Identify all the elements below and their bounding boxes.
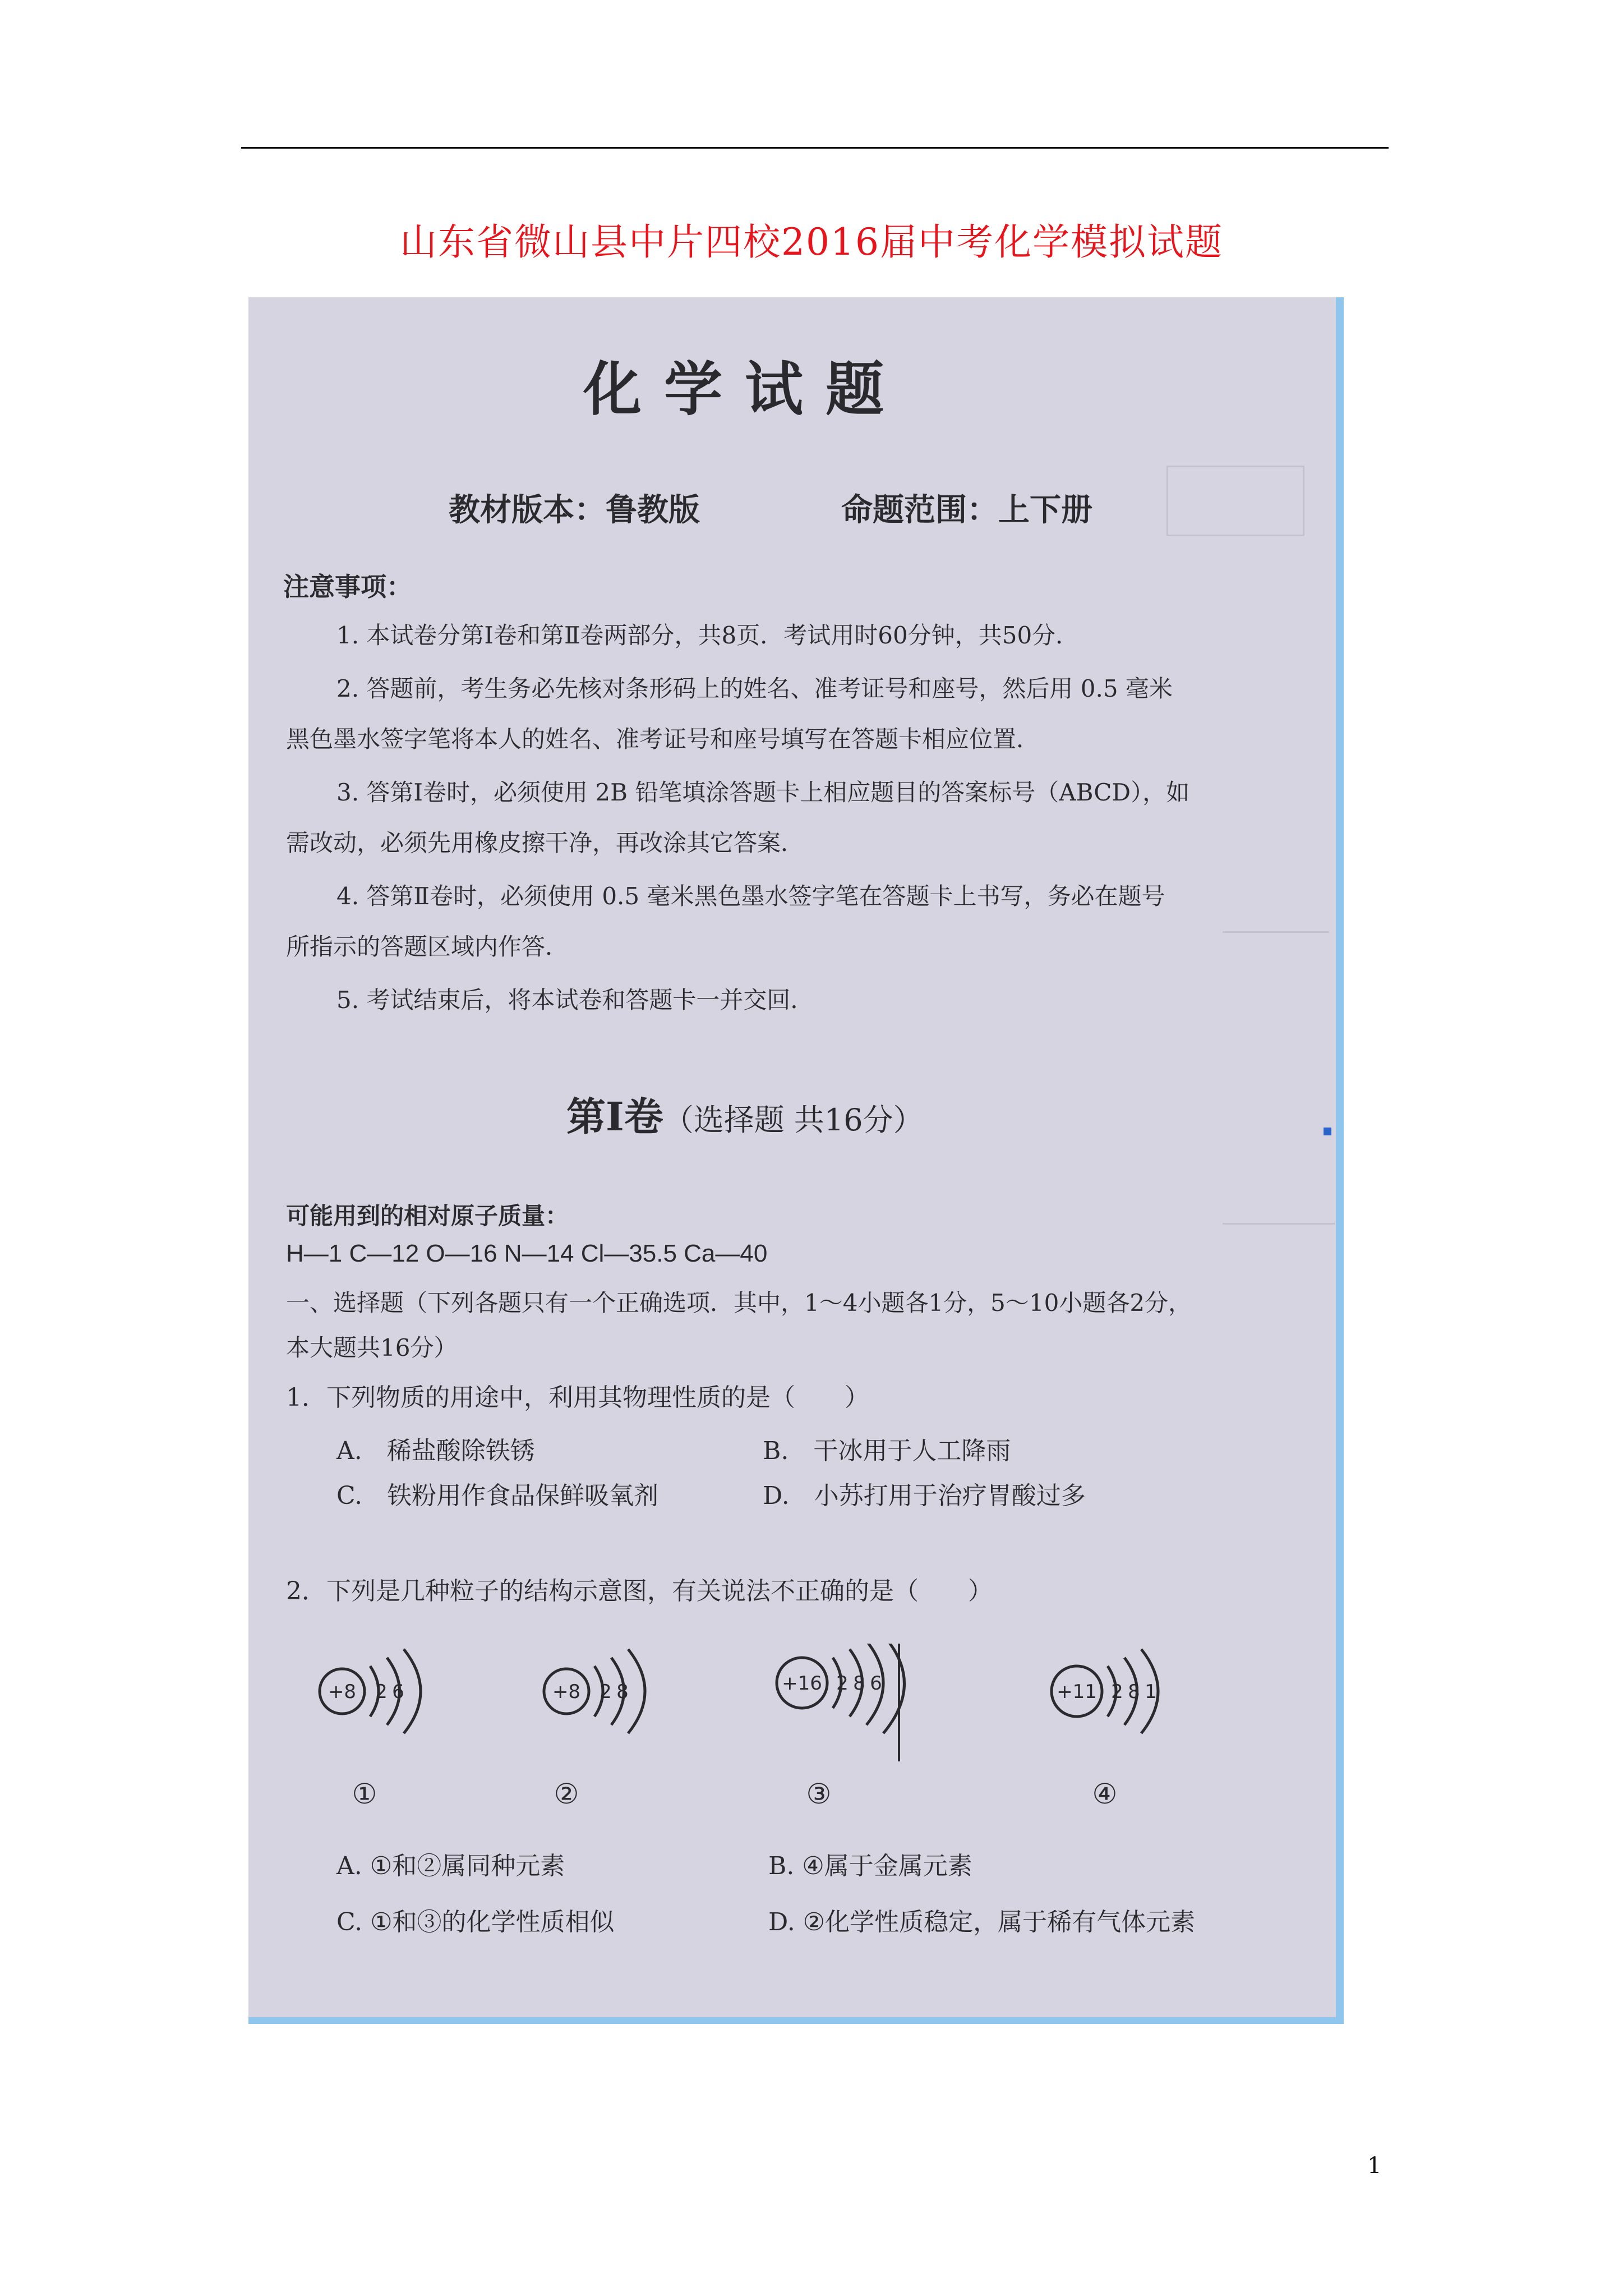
page-number: 1 [1367, 2153, 1382, 2179]
question-2-stem: 2．下列是几种粒子的结构示意图，有关说法不正确的是（ ） [286, 1577, 993, 1605]
notes-title: 注意事项： [283, 572, 412, 602]
particle-1-shell-1: 2 [375, 1681, 388, 1703]
scan-border-bottom [248, 2017, 1344, 2024]
q2-option-a: A. ①和②属同种元素 [336, 1852, 565, 1880]
q1-option-d: D. 小苏打用于治疗胃酸过多 [763, 1481, 1086, 1510]
particle-2-shell-1: 2 [600, 1681, 612, 1703]
q1-option-c: C. 铁粉用作食品保鲜吸氧剂 [336, 1481, 659, 1510]
scan-border-right [1336, 297, 1344, 2023]
particle-3-nucleus: +16 [782, 1672, 822, 1695]
particle-3 [777, 1644, 905, 1733]
header-rule [241, 147, 1389, 149]
particle-1-nucleus: +8 [328, 1681, 357, 1703]
note-line: 黑色墨水签字笔将本人的姓名、准考证号和座号填写在答题卡相应位置． [286, 725, 1040, 753]
q2-option-c: C. ①和③的化学性质相似 [336, 1908, 615, 1936]
particle-1 [320, 1649, 421, 1733]
q2-option-d: D. ②化学性质稳定，属于稀有气体元素 [768, 1908, 1196, 1936]
particle-4-shell-2: 8 [1128, 1681, 1140, 1703]
note-line: 2. 答题前，考生务必先核对条形码上的姓名、准考证号和座号，然后用 0.5 毫米 [336, 675, 1173, 702]
part-one-instructions-cont: 本大题共16分） [286, 1334, 458, 1361]
particle-4-shell-3: 1 [1145, 1681, 1157, 1703]
section-subtitle: （选择题 共16分） [663, 1102, 924, 1138]
particle-4 [1052, 1649, 1158, 1733]
particle-2 [544, 1649, 645, 1733]
bleed-through-line [1223, 1223, 1335, 1225]
particle-4-shell-1: 2 [1111, 1681, 1123, 1703]
particle-diagrams-svg [303, 1644, 1256, 1818]
particle-1-label: ① [352, 1778, 377, 1810]
atomic-mass-title: 可能用到的相对原子质量： [286, 1202, 569, 1230]
note-line: 1. 本试卷分第Ⅰ卷和第Ⅱ卷两部分，共8页．考试用时60分钟，共50分． [336, 622, 1080, 649]
question-1-stem: 1．下列物质的用途中，利用其物理性质的是（ ） [286, 1383, 869, 1412]
exam-title: 化学试题 [583, 355, 907, 424]
exam-scope: 命题范围：上下册 [841, 491, 1092, 528]
particle-4-nucleus: +11 [1057, 1681, 1097, 1703]
particle-3-shell-2: 8 [853, 1672, 865, 1695]
particle-1-shell-2: 6 [392, 1681, 404, 1703]
section-title-main: 第Ⅰ卷 [566, 1093, 663, 1140]
particle-3-label: ③ [806, 1778, 832, 1810]
note-line: 5. 考试结束后，将本试卷和答题卡一并交回． [336, 986, 814, 1014]
bleed-through-box [1166, 466, 1304, 536]
note-line: 4. 答第Ⅱ卷时，必须使用 0.5 毫米黑色墨水签字笔在答题卡上书写，务必在题号 [336, 882, 1165, 910]
q1-option-b: B. 干冰用于人工降雨 [763, 1437, 1011, 1465]
particle-3-shell-3: 6 [870, 1672, 882, 1695]
textbook-edition: 教材版本：鲁教版 [449, 491, 700, 528]
resize-handle-marker [1324, 1128, 1331, 1135]
q1-option-a: A. 稀盐酸除铁锈 [336, 1437, 535, 1465]
section-title [566, 1085, 924, 1142]
particle-structure-diagrams [303, 1644, 1256, 1818]
note-line: 所指示的答题区域内作答． [286, 933, 569, 960]
particle-3-shell-1: 2 [836, 1672, 849, 1695]
q2-option-b: B. ④属于金属元素 [768, 1852, 972, 1880]
note-line: 需改动，必须先用橡皮擦干净，再改涂其它答案． [286, 829, 805, 857]
part-one-instructions: 一、选择题（下列各题只有一个正确选项．其中，1～4小题各1分，5～10小题各2分， [286, 1289, 1192, 1317]
particle-2-label: ② [554, 1778, 579, 1810]
particle-2-shell-2: 8 [616, 1681, 629, 1703]
particle-4-label: ④ [1092, 1778, 1118, 1810]
page-heading: 山东省微山县中片四校2016届中考化学模拟试题 [400, 220, 1223, 264]
note-line: 3. 答第Ⅰ卷时，必须使用 2B 铅笔填涂答题卡上相应题目的答案标号（ABCD），如 [336, 779, 1190, 806]
atomic-masses: H—1 C—12 O—16 N—14 Cl—35.5 Ca—40 [286, 1240, 768, 1267]
bleed-through-line [1223, 931, 1329, 933]
particle-2-nucleus: +8 [552, 1681, 581, 1703]
